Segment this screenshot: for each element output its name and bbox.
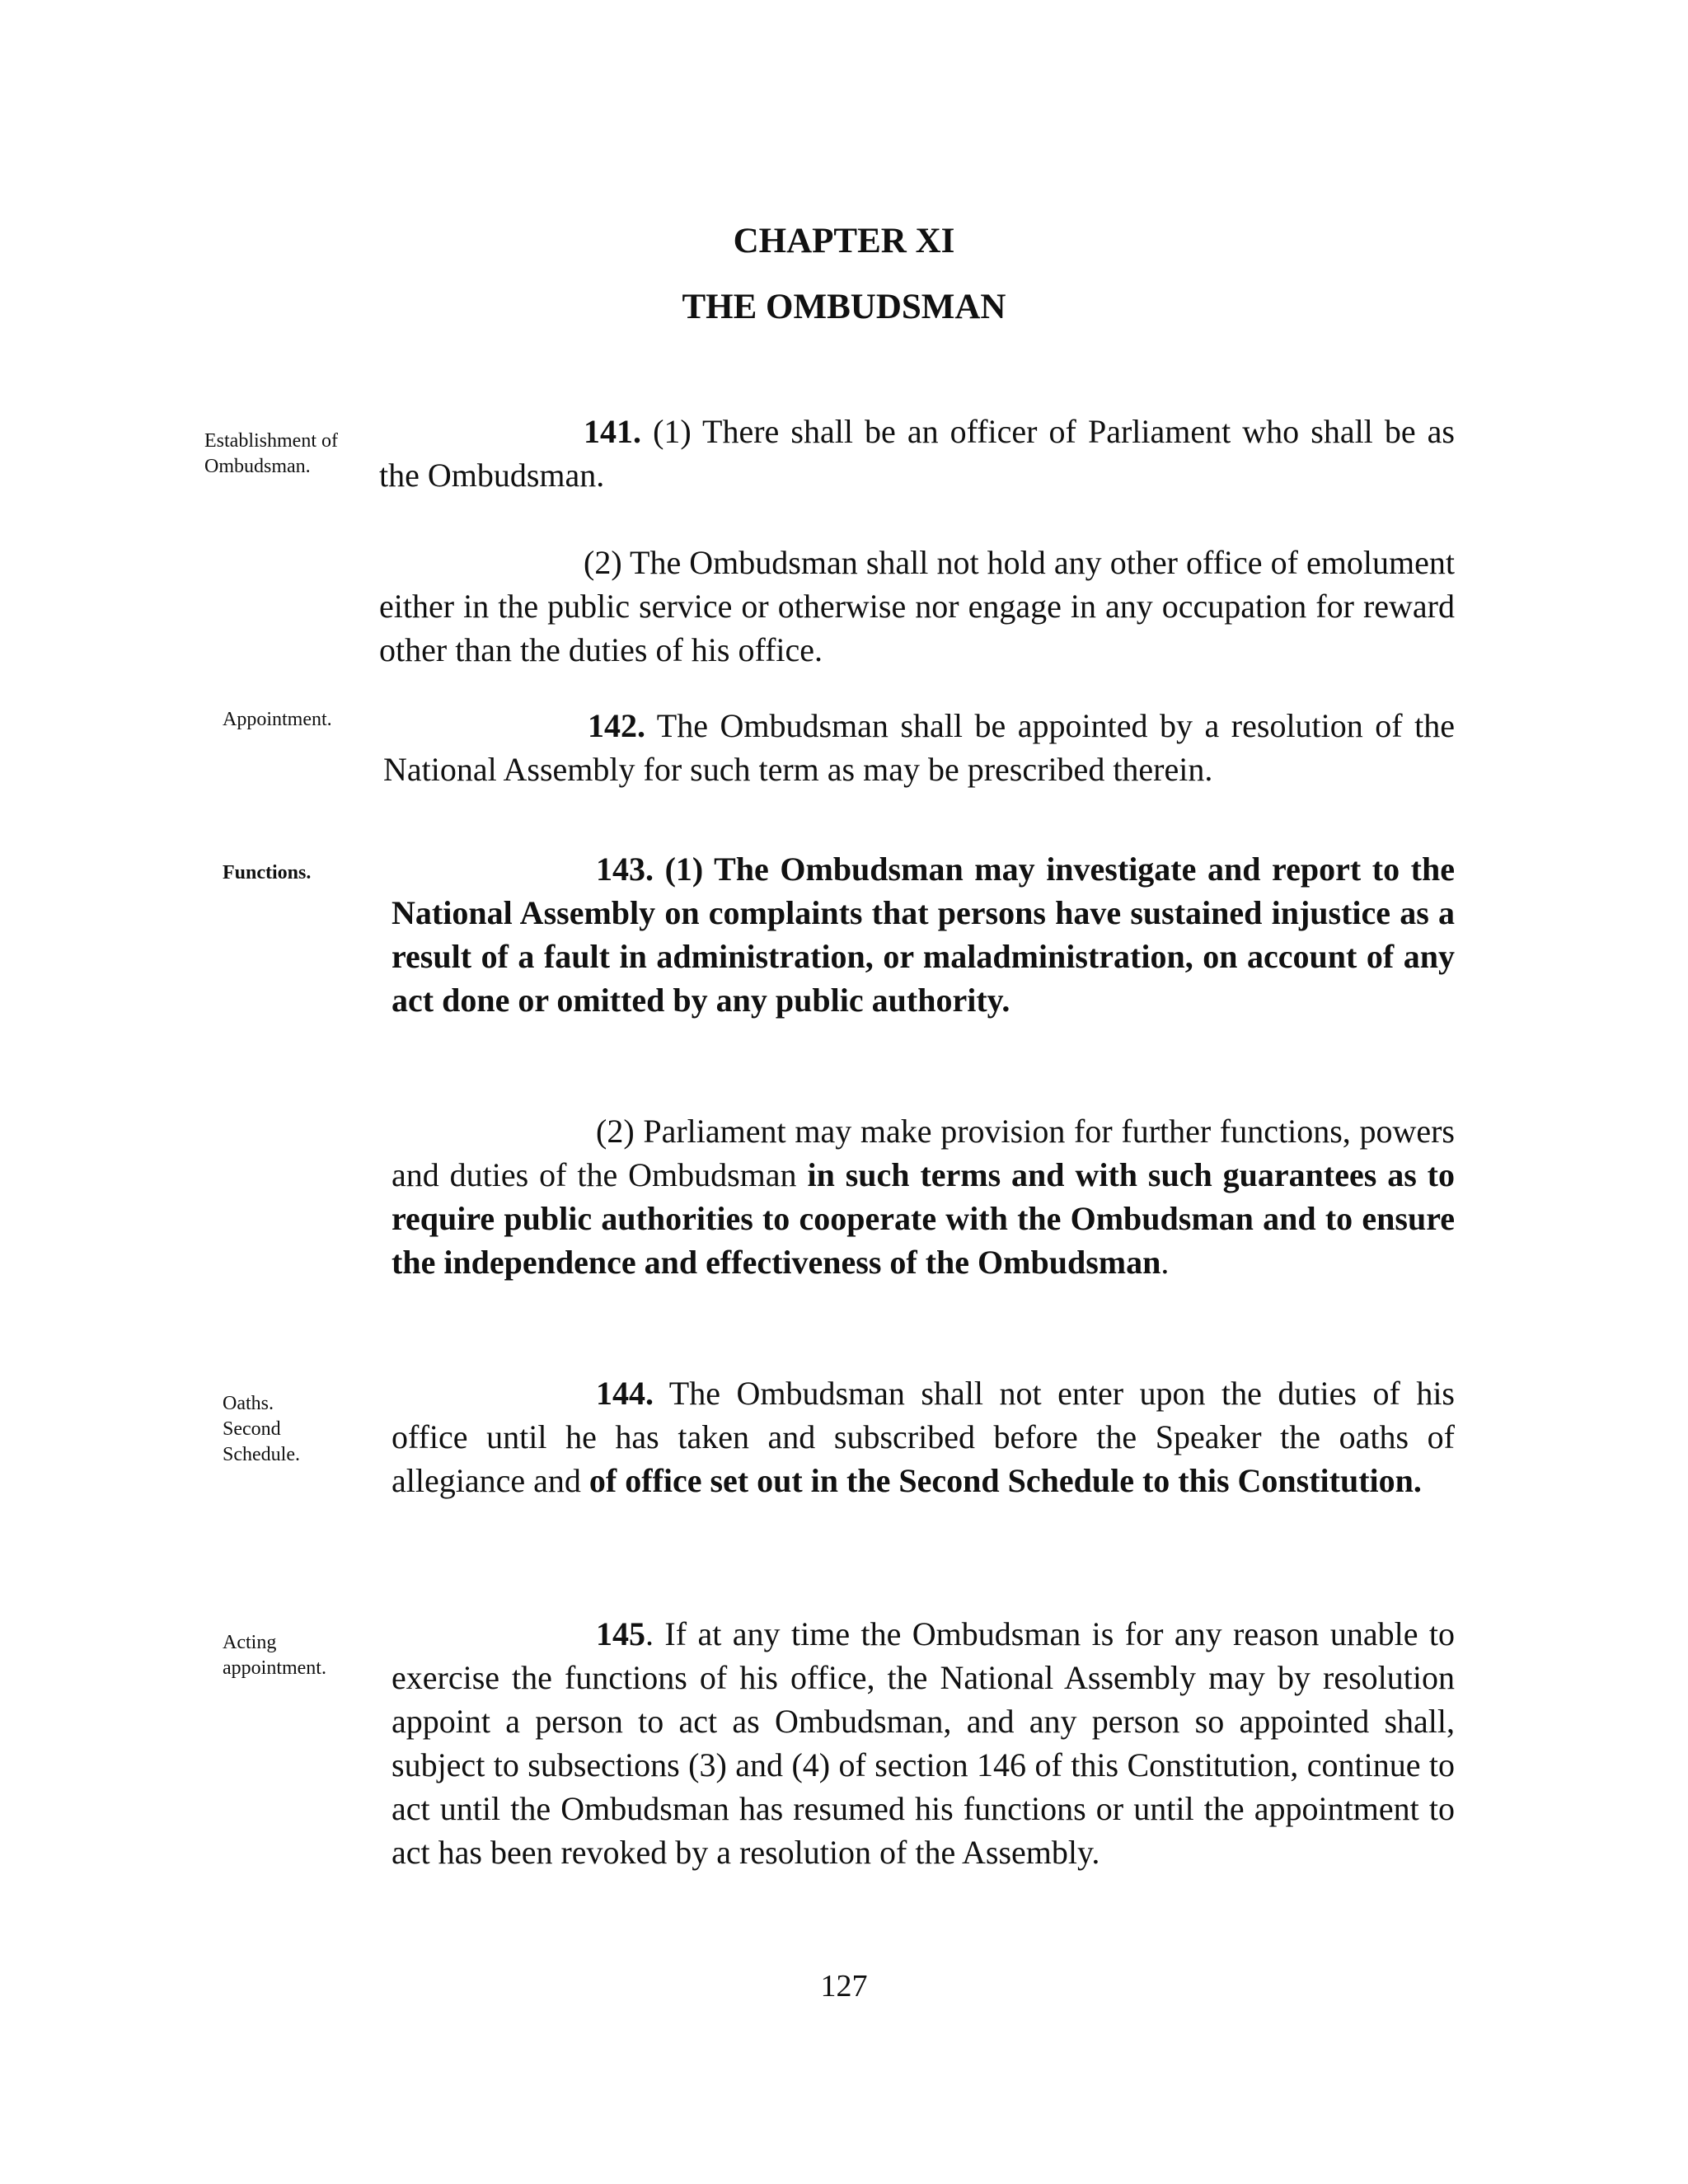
margin-note-145: Acting appointment.: [223, 1632, 326, 1679]
margin-note-142: Appointment.: [223, 709, 332, 730]
chapter-title: THE OMBUDSMAN: [682, 288, 1006, 326]
page-number: 127: [820, 1969, 868, 2004]
section-number-142: 142.: [588, 707, 645, 744]
section-144: 144. The Ombudsman shall not enter upon the duties of his office until he has taken and subscribed before the Speaker the oaths of allegiance and of office set out in the Second Schedule to this Constitution.: [392, 1375, 1455, 1499]
section-143-para-1: 143. (1) The Ombudsman may investigate and report to the National Assembly on complaints that persons have sustained injustice as a result of a fault in administration, or maladministration, on account of any act done or omitted by any public authority.: [392, 851, 1455, 1019]
chapter-number: CHAPTER XI: [733, 222, 955, 260]
margin-note-144: Oaths. Second Schedule.: [223, 1393, 300, 1465]
section-143-para-2: (2) Parliament may make provision for further functions, powers and duties of the Ombudsman in such terms and with such guarantees as to require public authorities to cooperate with the Ombudsman and to ensure the independence and effectiveness of the Ombudsman.: [392, 1113, 1455, 1281]
section-142: 142. The Ombudsman shall be appointed by a resolution of the National Assembly for such term as may be prescribed therein.: [383, 707, 1455, 788]
section-number-144: 144.: [596, 1375, 654, 1412]
margin-note-141: Establishment of Ombudsman.: [204, 430, 338, 477]
section-number-143: 143.: [596, 851, 654, 888]
section-number-145: 145: [596, 1615, 645, 1652]
section-141-para-1: 141. (1) There shall be an officer of Parliament who shall be as the Ombudsman.: [379, 413, 1455, 494]
margin-note-143: Functions.: [223, 862, 312, 883]
section-number-141: 141.: [584, 413, 641, 450]
section-141-para-2: (2) The Ombudsman shall not hold any other office of emolument either in the public service or otherwise nor engage in any occupation for reward other than the duties of his office.: [379, 544, 1455, 668]
section-145: 145. If at any time the Ombudsman is for any reason unable to exercise the functions of his office, the National Assembly may by resolution appoint a person to act as Ombudsman, and any person so appointed shall, subject to subsections (3) and (4) of section 146 of this Constitution, continue to act until the Ombudsman has resumed his functions or until the appointment to act has been revoked by a resolution of the Assembly.: [392, 1615, 1455, 1871]
